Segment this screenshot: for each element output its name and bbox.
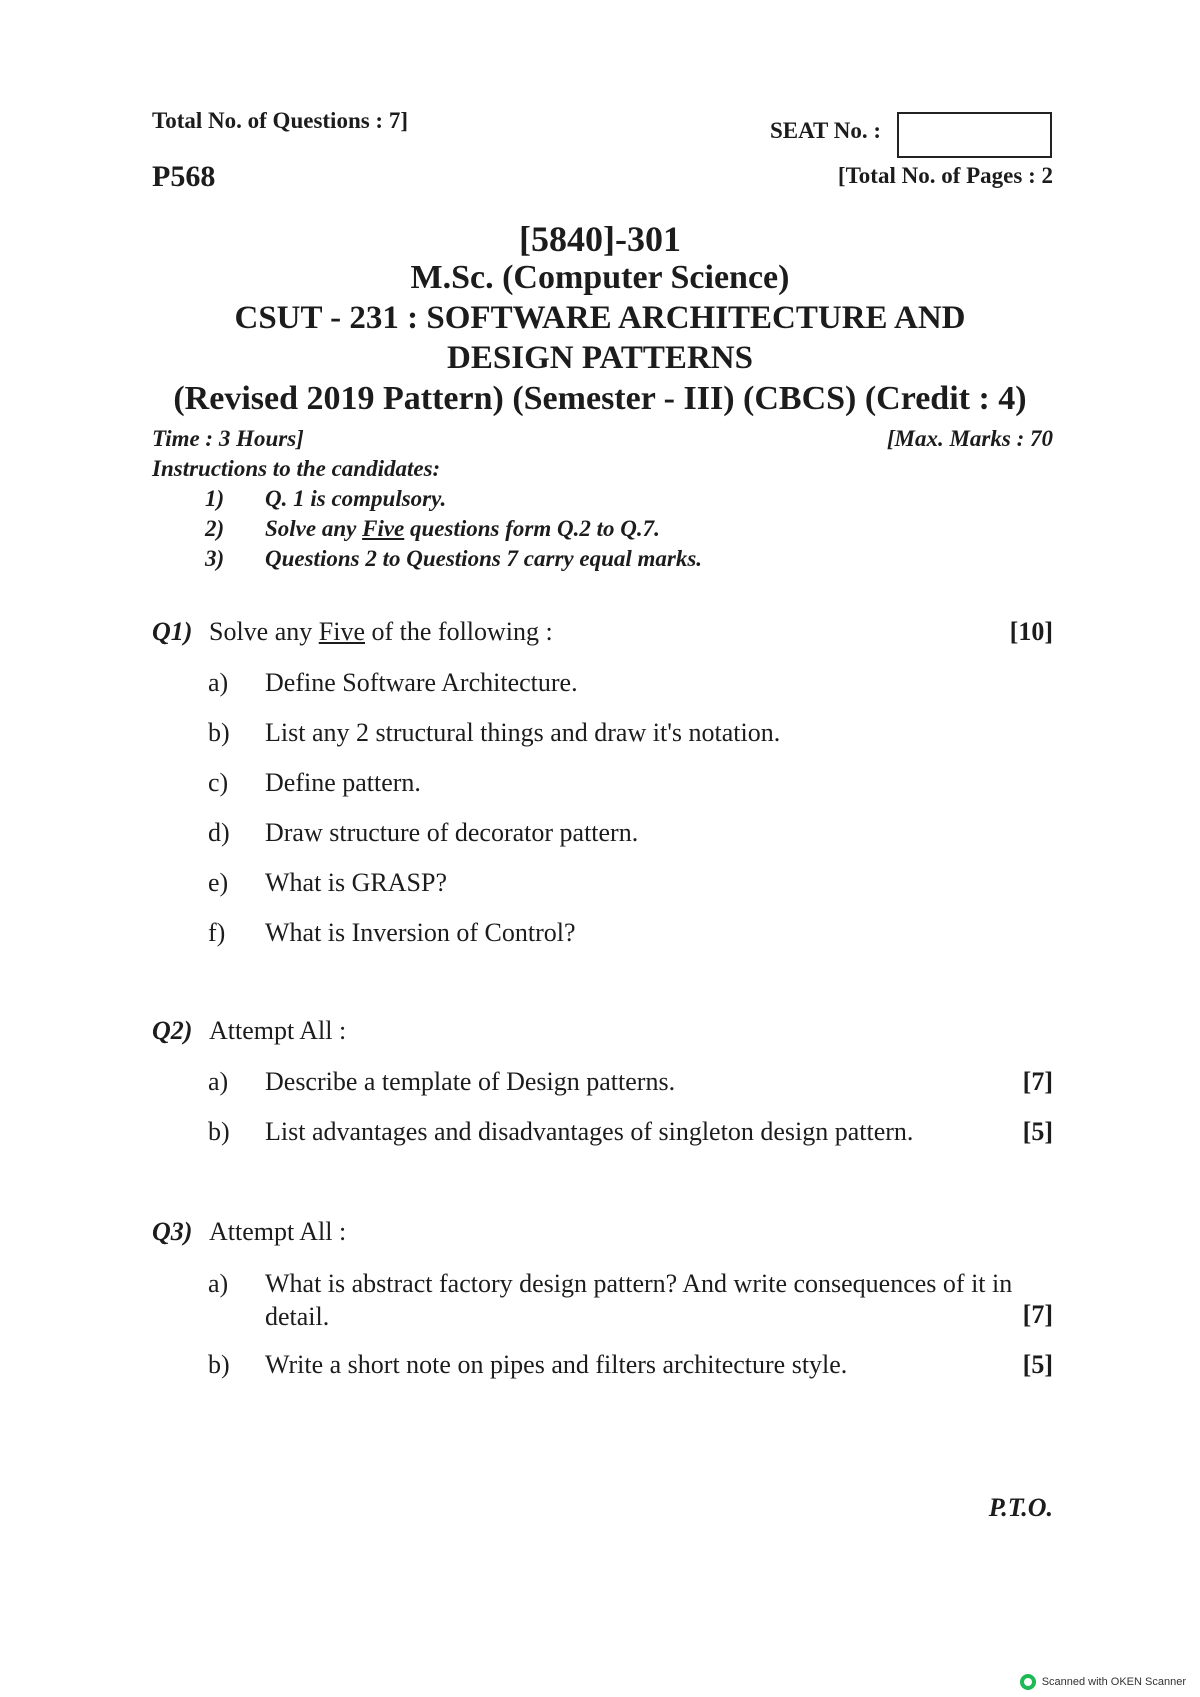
instructions-title: Instructions to the candidates: (152, 456, 441, 481)
instruction-text-underlined: Five (362, 516, 405, 541)
question-1-item (208, 918, 1053, 948)
instruction-text-post: questions form Q.2 to Q.7. (404, 516, 660, 541)
question-text-pre: Solve any (209, 617, 319, 646)
item-letter: a) (208, 1067, 229, 1096)
question-3-item (208, 1267, 1053, 1333)
instruction-text-pre: Solve any (265, 516, 363, 541)
paper-code: P568 (152, 160, 216, 193)
question-1-item (208, 818, 1053, 848)
question-1-item (208, 768, 1053, 798)
item-text: Describe a template of Design patterns. (265, 1067, 676, 1096)
scanner-watermark (1020, 1674, 1186, 1690)
item-letter: e) (208, 868, 229, 897)
instruction-item (205, 516, 660, 542)
question-number: Q2) (152, 1016, 193, 1045)
item-text: Define pattern. (265, 768, 421, 797)
total-questions: Total No. of Questions : 7] (152, 108, 408, 133)
question-3-heading (152, 1217, 346, 1247)
question-number: Q3) (152, 1217, 193, 1246)
scanner-logo-icon (1020, 1674, 1036, 1690)
please-turn-over: P.T.O. (988, 1493, 1053, 1522)
question-1-item (208, 868, 1053, 898)
item-letter: a) (208, 668, 229, 697)
item-letter: b) (208, 1350, 230, 1379)
question-number: Q1) (152, 617, 193, 646)
question-2-item (208, 1117, 1053, 1147)
degree-title: M.Sc. (Computer Science) (410, 259, 790, 296)
item-letter: d) (208, 818, 230, 847)
question-1-item (208, 718, 1053, 748)
item-marks: [5] (1022, 1350, 1053, 1379)
total-pages: [Total No. of Pages : 2 (837, 163, 1053, 188)
question-2-item (208, 1067, 1053, 1097)
instruction-item (205, 546, 702, 572)
item-marks: [7] (1022, 1300, 1053, 1329)
seat-number-box (897, 112, 1052, 158)
time-allowed: Time : 3 Hours] (152, 426, 304, 451)
question-1-heading (152, 617, 553, 647)
subject-title-line1: CSUT - 231 : SOFTWARE ARCHITECTURE AND (234, 300, 966, 336)
item-text: List advantages and disadvantages of singleton design pattern. (265, 1117, 914, 1146)
exam-code: [5840]-301 (519, 219, 681, 259)
item-letter: c) (208, 768, 229, 797)
item-text: What is GRASP? (265, 868, 447, 897)
question-1-marks: [10] (1009, 617, 1053, 646)
item-text: What is abstract factory design pattern? And write consequences of it in detail. (265, 1269, 1013, 1331)
question-text: Attempt All : (209, 1016, 347, 1045)
max-marks: [Max. Marks : 70 (886, 426, 1053, 451)
question-text: Attempt All : (209, 1217, 347, 1246)
instruction-number: 3) (205, 546, 225, 571)
item-letter: b) (208, 718, 230, 747)
pattern-line: (Revised 2019 Pattern) (Semester - III) (CBCS) (Credit : 4) (173, 380, 1027, 417)
question-text-underlined: Five (318, 617, 365, 646)
item-letter: f) (208, 918, 226, 947)
question-2-heading (152, 1016, 346, 1046)
item-text: Define Software Architecture. (265, 668, 578, 697)
question-3-item (208, 1350, 1053, 1380)
item-letter: b) (208, 1117, 230, 1146)
scanner-text: Scanned with OKEN Scanner (1041, 1676, 1186, 1688)
instruction-number: 2) (205, 516, 225, 541)
instruction-number: 1) (205, 486, 225, 511)
item-letter: a) (208, 1269, 229, 1298)
seat-label: SEAT No. : (770, 118, 881, 143)
item-text: What is Inversion of Control? (265, 918, 576, 947)
item-text: Draw structure of decorator pattern. (265, 818, 639, 847)
instruction-text: Questions 2 to Questions 7 carry equal marks. (265, 546, 703, 571)
question-text-post: of the following : (365, 617, 553, 646)
question-1-item (208, 668, 1053, 698)
item-marks: [5] (1022, 1117, 1053, 1146)
instruction-text: Q. 1 is compulsory. (265, 486, 447, 511)
instruction-item (205, 486, 446, 512)
subject-title-line2: DESIGN PATTERNS (447, 340, 753, 376)
item-marks: [7] (1022, 1067, 1053, 1096)
item-text: Write a short note on pipes and filters architecture style. (265, 1350, 848, 1379)
item-text: List any 2 structural things and draw it's notation. (265, 718, 781, 747)
